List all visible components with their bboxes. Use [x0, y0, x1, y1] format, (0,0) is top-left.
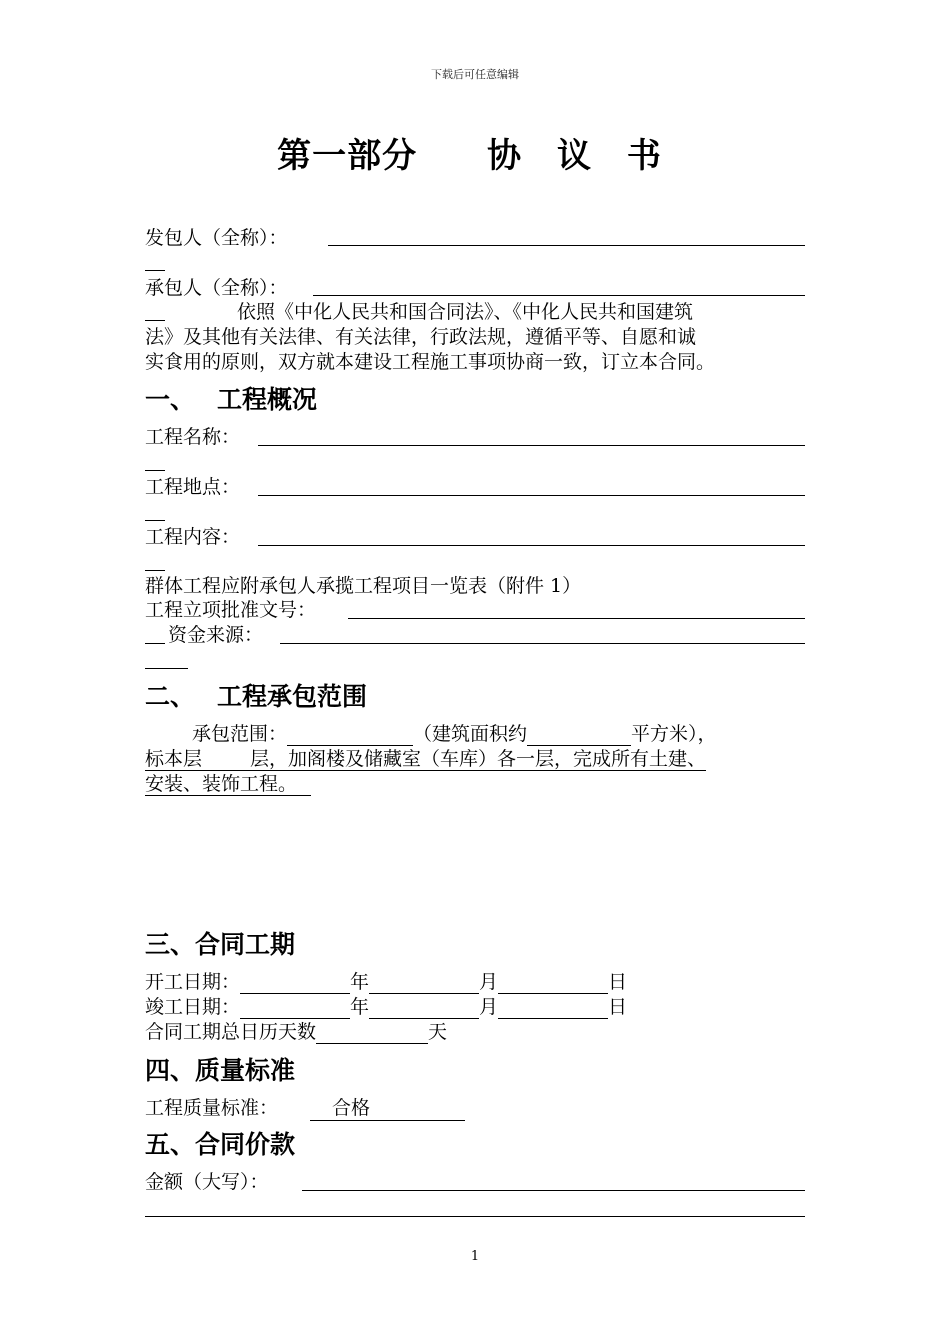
section-2-number: 二、 — [145, 682, 196, 711]
end-year-blank — [240, 998, 350, 1019]
amount-blank-line-2 — [145, 1216, 805, 1217]
section-4-heading: 四、质量标准 — [145, 1056, 296, 1085]
end-month-blank — [369, 998, 479, 1019]
intro-line-3: 实食用的原则，双方就本建设工程施工事项协商一致，订立本合同。 — [145, 351, 716, 373]
scope-line-2 — [145, 747, 706, 771]
total-days-label: 合同工期总日历天数 — [145, 1021, 317, 1043]
section-1-title: 工程概况 — [217, 385, 318, 414]
approval-number-blank-wrap — [145, 643, 165, 644]
intro-line-2: 法》及其他有关法律、有关法律，行政法规，遵循平等、自愿和诚 — [145, 326, 697, 348]
section-1-number: 一、 — [145, 385, 196, 414]
scope-line-3 — [145, 772, 311, 796]
area-prefix: （建筑面积约 — [413, 723, 528, 745]
project-content-blank — [258, 545, 805, 546]
total-days-blank — [316, 1023, 428, 1044]
header-note: 下载后可任意编辑 — [431, 68, 519, 81]
section-5-heading: 五、合同价款 — [145, 1130, 296, 1159]
project-location-label: 工程地点： — [145, 476, 241, 498]
funding-source-label: 资金来源： — [168, 624, 264, 646]
quality-label: 工程质量标准： — [145, 1097, 279, 1119]
start-day-blank — [498, 973, 608, 994]
project-content-label: 工程内容： — [145, 526, 241, 548]
contractor-blank — [313, 295, 805, 296]
employer-label: 发包人（全称）： — [145, 227, 288, 249]
employer-blank — [328, 245, 805, 246]
project-location-blank-wrap — [145, 520, 165, 521]
standard-floor-label: 标本层 — [145, 748, 203, 770]
page-title — [0, 128, 950, 177]
scope-line-3-text: 安装、装饰工程。 — [145, 773, 298, 795]
scope-label: 承包范围： — [192, 723, 288, 745]
total-days-row — [145, 1020, 447, 1044]
scope-blank — [287, 725, 413, 746]
start-day-unit: 日 — [608, 971, 628, 993]
amount-blank — [302, 1190, 805, 1191]
intro-line-1: 依照《中化人民共和国合同法》、《中化人民共和国建筑 — [237, 301, 694, 323]
scope-line-1 — [192, 722, 717, 746]
project-name-blank-wrap — [145, 470, 165, 471]
end-day-unit: 日 — [608, 996, 628, 1018]
funding-source-blank — [280, 643, 805, 644]
approval-number-label: 工程立项批准文号： — [145, 599, 317, 621]
project-name-blank — [258, 445, 805, 446]
start-date-row — [145, 970, 627, 994]
section-1-heading — [145, 385, 317, 415]
start-month-blank — [369, 973, 479, 994]
title-part: 第一部分 — [277, 136, 418, 176]
approval-number-blank — [348, 618, 805, 619]
employer-blank-wrap — [145, 270, 165, 271]
start-month-unit: 月 — [479, 971, 499, 993]
end-month-unit: 月 — [479, 996, 499, 1018]
end-date-row — [145, 995, 627, 1019]
start-year-unit: 年 — [350, 971, 370, 993]
project-name-label: 工程名称： — [145, 426, 241, 448]
amount-label: 金额（大写）： — [145, 1171, 269, 1193]
area-blank — [527, 725, 631, 746]
start-year-blank — [240, 973, 350, 994]
end-date-label: 竣工日期： — [145, 996, 241, 1018]
section-3-heading: 三、合同工期 — [145, 930, 296, 959]
area-unit: 平方米）， — [631, 723, 717, 745]
start-date-label: 开工日期： — [145, 971, 241, 993]
contractor-label: 承包人（全称）： — [145, 277, 288, 299]
contractor-blank-wrap — [145, 320, 165, 321]
section-2-title: 工程承包范围 — [217, 682, 368, 711]
project-location-blank — [258, 495, 805, 496]
end-day-blank — [498, 998, 608, 1019]
page-number: 1 — [470, 1249, 480, 1264]
quality-value: 合格 — [332, 1097, 371, 1119]
title-name: 协 议 书 — [487, 136, 673, 176]
funding-source-blank-wrap — [145, 668, 188, 669]
quality-value-field — [310, 1096, 465, 1121]
scope-line-2-text: 层，加阁楼及储藏室（车库）各一层，完成所有土建、 — [250, 748, 707, 770]
group-project-note: 群体工程应附承包人承揽工程项目一览表（附件 1） — [145, 575, 582, 597]
section-2-heading — [145, 682, 367, 712]
project-content-blank-wrap — [145, 570, 165, 571]
quality-row — [145, 1096, 465, 1121]
end-year-unit: 年 — [350, 996, 370, 1018]
total-days-unit: 天 — [428, 1021, 448, 1043]
